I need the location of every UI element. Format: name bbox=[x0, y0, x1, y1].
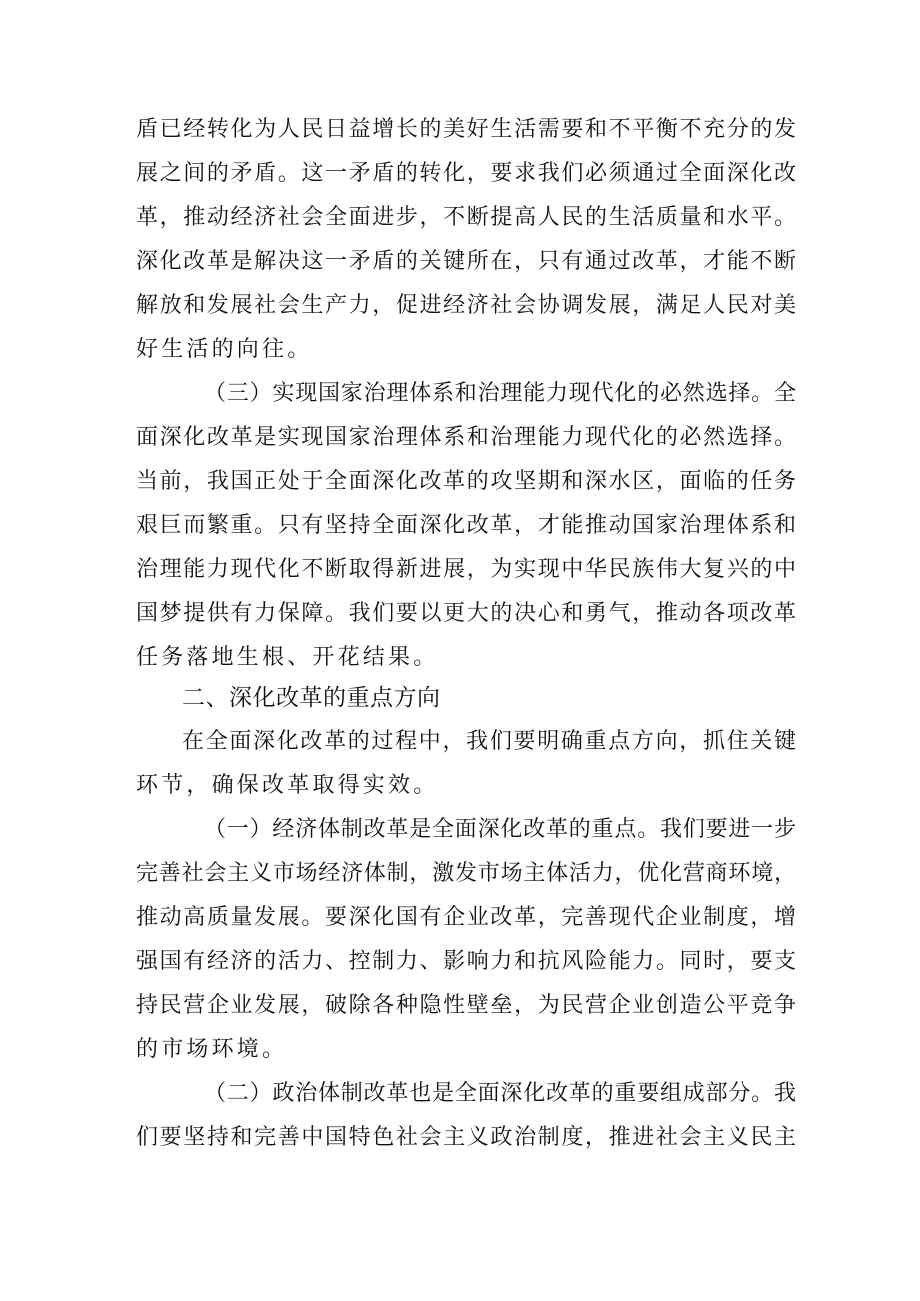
subsection-heading-line: （二）政治体制改革也是全面深化改革的重要组成部分。我 bbox=[204, 1081, 796, 1106]
text-line: 完善社会主义市场经济体制，激发市场主体活力，优化营商环境， bbox=[136, 861, 796, 886]
text-line: 治理能力现代化不断取得新进展，为实现中华民族伟大复兴的中 bbox=[136, 557, 796, 582]
text-line: 强国有经济的活力、控制力、影响力和抗风险能力。同时，要支 bbox=[136, 949, 796, 974]
text-line: 好生活的向往。 bbox=[136, 337, 313, 362]
text-line: 解放和发展社会生产力，促进经济社会协调发展，满足人民对美 bbox=[136, 293, 796, 318]
text-line: 艰巨而繁重。只有坚持全面深化改革，才能推动国家治理体系和 bbox=[136, 513, 796, 538]
text-line: 面深化改革是实现国家治理体系和治理能力现代化的必然选择。 bbox=[136, 425, 796, 450]
text-line: 当前，我国正处于全面深化改革的攻坚期和深水区，面临的任务 bbox=[136, 469, 796, 494]
text-line: 的市场环境。 bbox=[136, 1037, 288, 1062]
text-line: 环节，确保改革取得实效。 bbox=[136, 773, 439, 798]
text-line: 推动高质量发展。要深化国有企业改革，完善现代企业制度，增 bbox=[136, 905, 796, 930]
subsection-heading-line: （三）实现国家治理体系和治理能力现代化的必然选择。全 bbox=[204, 381, 796, 406]
text-line: 持民营企业发展，破除各种隐性壁垒，为民营企业创造公平竞争 bbox=[136, 993, 796, 1018]
text-line: 任务落地生根、开花结果。 bbox=[136, 645, 439, 670]
text-line: 国梦提供有力保障。我们要以更大的决心和勇气，推动各项改革 bbox=[136, 601, 796, 626]
text-line: 盾已经转化为人民日益增长的美好生活需要和不平衡不充分的发 bbox=[136, 117, 796, 142]
text-line: 展之间的矛盾。这一矛盾的转化，要求我们必须通过全面深化改 bbox=[136, 161, 796, 186]
text-line: 在全面深化改革的过程中，我们要明确重点方向，抓住关键 bbox=[182, 729, 796, 754]
text-line: 们要坚持和完善中国特色社会主义政治制度，推进社会主义民主 bbox=[136, 1125, 796, 1150]
text-line: 深化改革是解决这一矛盾的关键所在，只有通过改革，才能不断 bbox=[136, 249, 796, 274]
subsection-heading-line: （一）经济体制改革是全面深化改革的重点。我们要进一步 bbox=[204, 817, 796, 842]
section-heading: 二、深化改革的重点方向 bbox=[182, 685, 441, 711]
text-line: 革，推动经济社会全面进步，不断提高人民的生活质量和水平。 bbox=[136, 205, 796, 230]
